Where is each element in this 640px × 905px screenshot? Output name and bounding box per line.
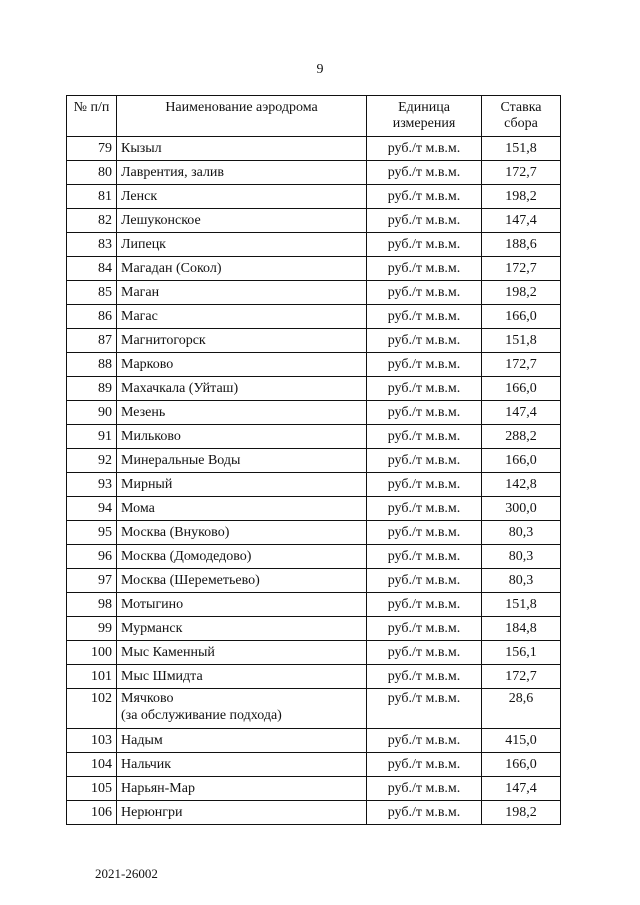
unit-of-measure: руб./т м.в.м. [367,617,482,641]
aerodrome-name-text: Марково [121,357,174,372]
row-number: 106 [67,801,117,825]
rate-value: 151,8 [482,593,561,617]
aerodrome-name-text: Магнитогорск [121,333,206,348]
rate-value: 156,1 [482,641,561,665]
unit-of-measure: руб./т м.в.м. [367,401,482,425]
rate-value: 415,0 [482,729,561,753]
unit-of-measure: руб./т м.в.м. [367,137,482,161]
unit-of-measure: руб./т м.в.м. [367,641,482,665]
aerodrome-name-text: Мячково [121,691,174,706]
table-row [67,377,561,401]
aerodrome-name-note: (за обслуживание подхода) [121,708,282,723]
table-header-row [67,96,561,137]
aerodrome-name [117,305,367,329]
table-body [67,137,561,825]
rate-value: 28,6 [482,689,561,729]
row-number: 96 [67,545,117,569]
aerodrome-name [117,449,367,473]
rate-value: 166,0 [482,305,561,329]
aerodrome-name-text: Нерюнгри [121,805,183,820]
table-row [67,209,561,233]
aerodrome-name-text: Мирный [121,477,173,492]
table-row [67,617,561,641]
aerodrome-name [117,425,367,449]
table-row [67,305,561,329]
unit-of-measure: руб./т м.в.м. [367,161,482,185]
rate-value: 147,4 [482,777,561,801]
rate-value: 172,7 [482,161,561,185]
unit-of-measure: руб./т м.в.м. [367,545,482,569]
row-number: 90 [67,401,117,425]
row-number: 91 [67,425,117,449]
aerodrome-name [117,753,367,777]
unit-of-measure: руб./т м.в.м. [367,329,482,353]
rate-value: 198,2 [482,801,561,825]
aerodrome-name [117,401,367,425]
row-number: 92 [67,449,117,473]
aerodrome-name-text: Мыс Каменный [121,645,215,660]
rate-value: 80,3 [482,545,561,569]
aerodrome-name [117,569,367,593]
row-number: 95 [67,521,117,545]
table-row [67,401,561,425]
aerodrome-name-text: Лаврентия, залив [121,165,225,180]
row-number: 97 [67,569,117,593]
rate-value: 147,4 [482,209,561,233]
aerodrome-name [117,641,367,665]
aerodrome-name [117,593,367,617]
aerodrome-name-text: Мильково [121,429,181,444]
row-number: 104 [67,753,117,777]
aerodrome-name-text: Мотыгино [121,597,184,612]
table-row [67,545,561,569]
aerodrome-name-text: Ленск [121,189,158,204]
unit-of-measure: руб./т м.в.м. [367,449,482,473]
aerodrome-name [117,777,367,801]
unit-of-measure: руб./т м.в.м. [367,753,482,777]
row-number: 103 [67,729,117,753]
aerodrome-name-text: Лешуконское [121,213,201,228]
table-row [67,689,561,729]
rate-value: 80,3 [482,521,561,545]
aerodrome-name [117,209,367,233]
aerodrome-name-text: Липецк [121,237,166,252]
aerodrome-name-text: Махачкала (Уйташ) [121,381,239,396]
aerodrome-name-text: Надым [121,733,163,748]
table-row [67,353,561,377]
table-row [67,473,561,497]
row-number: 100 [67,641,117,665]
row-number: 89 [67,377,117,401]
row-number: 87 [67,329,117,353]
table-row [67,777,561,801]
aerodrome-name-text: Нарьян-Мар [121,781,195,796]
unit-of-measure: руб./т м.в.м. [367,689,482,729]
row-number: 80 [67,161,117,185]
rate-value: 198,2 [482,281,561,305]
table-row [67,641,561,665]
header-rate: Ставка сбора [482,96,561,137]
aerodrome-name [117,729,367,753]
row-number: 101 [67,665,117,689]
header-num: № п/п [67,96,117,137]
aerodrome-name [117,665,367,689]
table-row [67,425,561,449]
table-row [67,257,561,281]
unit-of-measure: руб./т м.в.м. [367,353,482,377]
table-row [67,753,561,777]
table-row [67,233,561,257]
table-row [67,329,561,353]
unit-of-measure: руб./т м.в.м. [367,257,482,281]
aerodrome-name-text: Магас [121,309,158,324]
header-name: Наименование аэродрома [117,96,367,137]
aerodrome-name [117,233,367,257]
row-number: 85 [67,281,117,305]
aerodrome-name [117,329,367,353]
unit-of-measure: руб./т м.в.м. [367,233,482,257]
row-number: 102 [67,689,117,729]
rate-value: 166,0 [482,377,561,401]
unit-of-measure: руб./т м.в.м. [367,729,482,753]
unit-of-measure: руб./т м.в.м. [367,593,482,617]
table-row [67,521,561,545]
aerodrome-name-text: Москва (Шереметьево) [121,573,260,588]
aerodrome-name-text: Магадан (Сокол) [121,261,222,276]
unit-of-measure: руб./т м.в.м. [367,777,482,801]
aerodrome-name [117,617,367,641]
unit-of-measure: руб./т м.в.м. [367,569,482,593]
aerodrome-name [117,521,367,545]
unit-of-measure: руб./т м.в.м. [367,305,482,329]
unit-of-measure: руб./т м.в.м. [367,377,482,401]
unit-of-measure: руб./т м.в.м. [367,497,482,521]
table-row [67,185,561,209]
aerodrome-name-text: Мезень [121,405,166,420]
rate-value: 188,6 [482,233,561,257]
rate-value: 166,0 [482,753,561,777]
table-row [67,161,561,185]
aerodrome-name [117,497,367,521]
aerodrome-name [117,473,367,497]
row-number: 86 [67,305,117,329]
table-row [67,665,561,689]
table-row [67,569,561,593]
unit-of-measure: руб./т м.в.м. [367,521,482,545]
rate-value: 184,8 [482,617,561,641]
row-number: 88 [67,353,117,377]
row-number: 79 [67,137,117,161]
row-number: 81 [67,185,117,209]
unit-of-measure: руб./т м.в.м. [367,281,482,305]
row-number: 84 [67,257,117,281]
rate-value: 80,3 [482,569,561,593]
row-number: 93 [67,473,117,497]
aerodrome-name [117,377,367,401]
table-row [67,497,561,521]
aerodrome-name-text: Москва (Внуково) [121,525,230,540]
unit-of-measure: руб./т м.в.м. [367,425,482,449]
aerodrome-rates-table [66,95,561,825]
row-number: 98 [67,593,117,617]
rate-value: 172,7 [482,665,561,689]
aerodrome-name [117,281,367,305]
aerodrome-name [117,137,367,161]
aerodrome-name-text: Маган [121,285,160,300]
aerodrome-name [117,161,367,185]
aerodrome-name-text: Минеральные Воды [121,453,241,468]
aerodrome-name [117,257,367,281]
unit-of-measure: руб./т м.в.м. [367,185,482,209]
table-row [67,593,561,617]
aerodrome-name-text: Мома [121,501,155,516]
aerodrome-name-text: Мурманск [121,621,183,636]
rate-value: 172,7 [482,257,561,281]
aerodrome-name-text: Кызыл [121,141,162,156]
rate-value: 151,8 [482,137,561,161]
rate-value: 172,7 [482,353,561,377]
unit-of-measure: руб./т м.в.м. [367,473,482,497]
aerodrome-name [117,801,367,825]
aerodrome-name [117,545,367,569]
document-code: 2021-26002 [95,866,158,881]
aerodrome-name-text: Москва (Домодедово) [121,549,252,564]
aerodrome-name-text: Нальчик [121,757,172,772]
aerodrome-name [117,353,367,377]
page-number: 9 [316,62,324,77]
aerodrome-name [117,185,367,209]
table-row [67,281,561,305]
table-row [67,449,561,473]
row-number: 83 [67,233,117,257]
rate-value: 166,0 [482,449,561,473]
table-row [67,137,561,161]
rate-value: 300,0 [482,497,561,521]
row-number: 99 [67,617,117,641]
rate-value: 151,8 [482,329,561,353]
row-number: 94 [67,497,117,521]
aerodrome-name-text: Мыс Шмидта [121,669,203,684]
unit-of-measure: руб./т м.в.м. [367,801,482,825]
unit-of-measure: руб./т м.в.м. [367,209,482,233]
rate-value: 288,2 [482,425,561,449]
row-number: 105 [67,777,117,801]
table-row [67,801,561,825]
aerodrome-name [117,689,367,729]
rate-value: 198,2 [482,185,561,209]
rate-value: 147,4 [482,401,561,425]
header-unit: Единица измерения [367,96,482,137]
unit-of-measure: руб./т м.в.м. [367,665,482,689]
table-row [67,729,561,753]
rate-value: 142,8 [482,473,561,497]
row-number: 82 [67,209,117,233]
